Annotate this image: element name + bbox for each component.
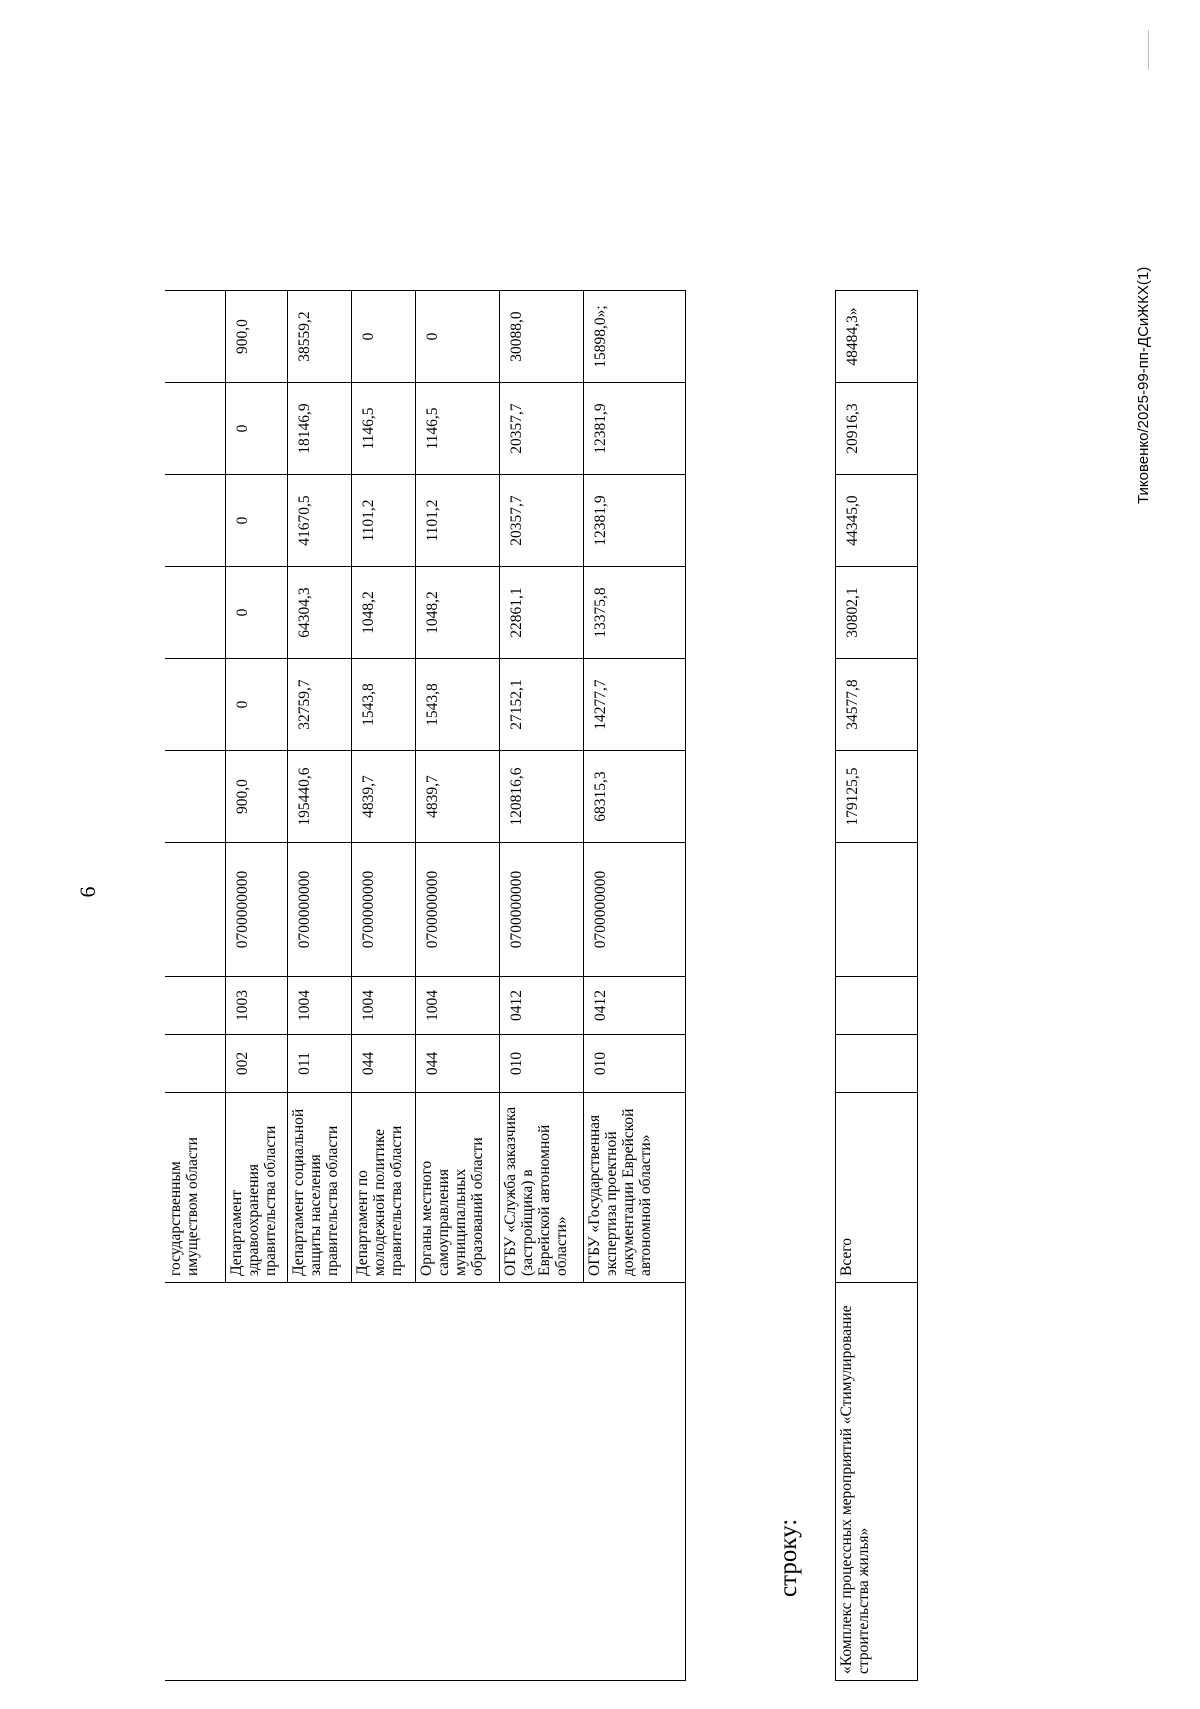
year-cell: 44345,0 (836, 475, 918, 567)
year-cell: 1048,2 (415, 567, 499, 659)
csr-cell: 0700000000 (225, 843, 287, 977)
year-cell: 1048,2 (351, 567, 415, 659)
csr-cell: 0700000000 (499, 843, 583, 977)
year-cell: 41670,5 (287, 475, 351, 567)
year-cell: 1101,2 (415, 475, 499, 567)
year-cell: 13375,8 (583, 567, 685, 659)
grbs-cell: 010 (499, 1035, 583, 1093)
year-cell: 22861,1 (499, 567, 583, 659)
page-number: 6 (75, 886, 100, 898)
rz-cell: 1004 (287, 977, 351, 1035)
total-cell: 4839,7 (415, 751, 499, 843)
year-cell: 0 (415, 291, 499, 383)
rz-cell: 1004 (415, 977, 499, 1035)
year-cell: 18146,9 (287, 383, 351, 475)
rz-cell (165, 977, 225, 1035)
total-cell: 900,0 (225, 751, 287, 843)
grbs-cell: 044 (351, 1035, 415, 1093)
year-cell: 64304,3 (287, 567, 351, 659)
year-cell: 1543,8 (351, 659, 415, 751)
executor-cell: Департамент по молодежной политике правительства области (351, 1093, 415, 1283)
year-cell: 20916,3 (836, 383, 918, 475)
year-cell: 1543,8 (415, 659, 499, 751)
year-cell: 1146,5 (415, 383, 499, 475)
year-cell: 0 (225, 567, 287, 659)
executor-cell: ОГБУ «Служба заказчика (застройщика) в Еврейской автономной области» (499, 1093, 583, 1283)
total-label-cell: Всего (836, 1093, 918, 1283)
year-cell: 32759,7 (287, 659, 351, 751)
year-cell (165, 383, 225, 475)
year-cell: 20357,7 (499, 383, 583, 475)
year-cell: 12381,9 (583, 475, 685, 567)
table1-body (165, 291, 685, 1681)
table-row (165, 291, 225, 1681)
year-cell: 30802,1 (836, 567, 918, 659)
year-cell (165, 567, 225, 659)
year-cell: 900,0 (225, 291, 287, 383)
total-cell (165, 751, 225, 843)
year-cell (165, 659, 225, 751)
csr-cell: 0700000000 (287, 843, 351, 977)
total-cell: 4839,7 (351, 751, 415, 843)
grbs-cell (165, 1035, 225, 1093)
grbs-cell: 044 (415, 1035, 499, 1093)
year-cell: 38559,2 (287, 291, 351, 383)
label-stroku: строку: (775, 1518, 802, 1597)
year-cell: 0 (225, 475, 287, 567)
grbs-cell: 010 (583, 1035, 685, 1093)
grbs-cell (836, 1035, 918, 1093)
rz-cell (836, 977, 918, 1035)
year-cell: 12381,9 (583, 383, 685, 475)
year-cell: 0 (351, 291, 415, 383)
budget-table-continuation (165, 290, 686, 1681)
rz-cell: 0412 (583, 977, 685, 1035)
year-cell: 14277,7 (583, 659, 685, 751)
year-cell: 15898,0»; (583, 291, 685, 383)
table-row (836, 291, 918, 1681)
year-cell: 1101,2 (351, 475, 415, 567)
executor-cell: Департамент здравоохранения правительства области (225, 1093, 287, 1283)
total-cell: 120816,6 (499, 751, 583, 843)
year-cell: 20357,7 (499, 475, 583, 567)
year-cell: 1146,5 (351, 383, 415, 475)
rz-cell: 0412 (499, 977, 583, 1035)
executor-cell: Департамент социальной защиты населения правительства области (287, 1093, 351, 1283)
csr-cell: 0700000000 (351, 843, 415, 977)
year-cell: 48484,3» (836, 291, 918, 383)
csr-cell: 0700000000 (583, 843, 685, 977)
total-cell: 68315,3 (583, 751, 685, 843)
rz-cell: 1004 (351, 977, 415, 1035)
year-cell (165, 475, 225, 567)
executor-cell: ОГБУ «Государственная экспертиза проектной документации Еврейской автономной области» (583, 1093, 685, 1283)
year-cell (165, 291, 225, 383)
csr-cell (836, 843, 918, 977)
document-code: Тиковенко/2025-99-пп-ДСиЖКХ(1) (1135, 266, 1152, 504)
csr-cell: 0700000000 (415, 843, 499, 977)
year-cell: 0 (225, 659, 287, 751)
total-cell: 195440,6 (287, 751, 351, 843)
executor-cell: Органы местного самоуправления муниципальных образований области (415, 1093, 499, 1283)
executor-cell: государственным имуществом области (165, 1093, 225, 1283)
budget-table-total (835, 290, 918, 1681)
year-cell: 30088,0 (499, 291, 583, 383)
scan-mark (1148, 30, 1149, 70)
csr-cell (165, 843, 225, 977)
grbs-cell: 011 (287, 1035, 351, 1093)
rz-cell: 1003 (225, 977, 287, 1035)
year-cell: 0 (225, 383, 287, 475)
grbs-cell: 002 (225, 1035, 287, 1093)
total-cell: 179125,5 (836, 751, 918, 843)
year-cell: 27152,1 (499, 659, 583, 751)
merged-empty-cell (165, 1283, 685, 1681)
year-cell: 34577,8 (836, 659, 918, 751)
complex-title-cell: «Комплекс процессных мероприятий «Стимулирование строительства жилья» (836, 1283, 918, 1681)
